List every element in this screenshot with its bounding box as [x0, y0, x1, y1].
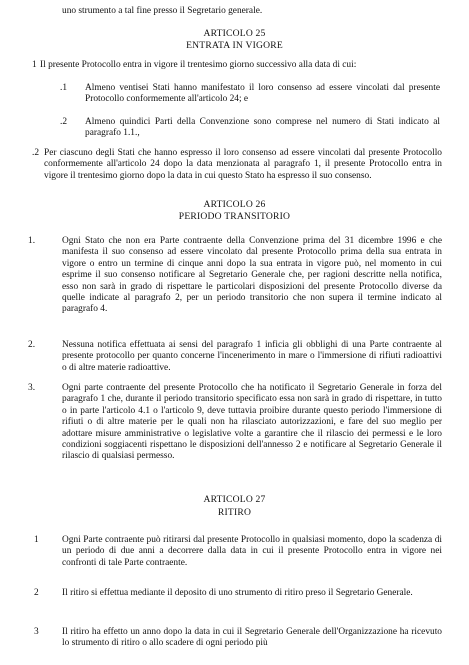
article-27-para-2-number: 2 [34, 588, 39, 598]
article-27-para-3-number: 3 [34, 627, 39, 637]
article-25-number: ARTICOLO 25 [203, 28, 266, 39]
article-27-para-1-number: 1 [34, 535, 39, 545]
article-26-number: ARTICOLO 26 [203, 199, 266, 210]
article-25-title: ENTRATA IN VIGORE [186, 40, 283, 51]
article-26-para-2-number: 2. [28, 340, 36, 350]
article-26-para-1-number: 1. [28, 236, 36, 246]
article-27-para-1: Ogni Parte contraente può ritirarsi dal presente Protocollo in qualsiasi momento, dopo la scadenza di un periodo di due anni a decorrere dalla data in cui il presente Protocollo entra in vigore nei confronti di tale Parte contraente. [62, 535, 442, 568]
article-25-item-1-number: .1 [60, 83, 68, 93]
article-26-para-3-number: 3. [28, 383, 36, 393]
article-27-para-3: Il ritiro ha effetto un anno dopo la data in cui il Segretario Generale dell'Organizzazione ha ricevuto lo strumento di ritiro o allo scadere di ogni periodo più [62, 627, 442, 649]
article-26-para-2: Nessuna notifica effettuata ai sensi del paragrafo 1 inficia gli obblighi di una Parte contraente al presente protocollo per quanto concerne l'incenerimento in mare o l'immersione di rifiuti radioattivi o di altre materie radioattive. [62, 340, 442, 373]
article-25-para-1-number: 1 [32, 60, 37, 70]
article-26-title: PERIODO TRANSITORIO [178, 211, 291, 222]
article-26-para-3: Ogni parte contraente del presente Protocollo che ha notificato il Segretario Generale in forza del paragrafo 1 che, durante il periodo transitorio specificato essa non sarà in grado di rispettare, in tutto o in parte l'articolo 4.1 o l'articolo 9, deve tuttavia proibire durante questo periodo l'immersione di rifiuti o di altre materie per le quali non ha rilasciato autorizzazioni, e fare del suo meglio per adottare misure amministrative o legislative volte a garantire che il rilascio dei permessi e le loro condizioni soggiacenti rispettano le disposizioni dell'annesso 2 e notificare al Segretario Generale il rilascio di qualsiasi permesso. [62, 383, 442, 462]
article-25-item-2-number: .2 [60, 117, 68, 127]
article-25-para-2: Per ciascuno degli Stati che hanno espresso il loro consenso ad essere vincolati dal presente Protocollo conformemente all'articolo 24 dopo la data menzionata al paragrafo 1, il presente Protocollo entra in vigore il trentesimo giorno dopo la data in cui questo Stato ha espresso il suo consenso. [44, 148, 442, 181]
article-25-para-1: Il presente Protocollo entra in vigore il trentesimo giorno successivo alla data di cui: [40, 60, 357, 70]
top-line: uno strumento a tal fine presso il Segretario generale. [62, 6, 263, 16]
article-27-para-2: Il ritiro si effettua mediante il deposito di uno strumento di ritiro preso il Segretario Generale. [62, 588, 413, 598]
article-25-item-2: Almeno quindici Parti della Convenzione sono comprese nel numero di Stati indicato al paragrafo 1.1., [85, 117, 440, 139]
article-25-para-2-number: .2 [32, 148, 40, 158]
article-27-number: ARTICOLO 27 [203, 494, 266, 505]
article-25-item-1: Almeno ventisei Stati hanno manifestato il loro consenso ad essere vincolati dal presente Protocollo conformemente all'articolo 24; e [85, 83, 440, 105]
article-26-para-1: Ogni Stato che non era Parte contraente della Convenzione prima del 31 dicembre 1996 e che manifesta il suo consenso ad essere vincolato dal presente Protocollo prima della sua entrata in vigore o entro un termine di cinque anni dopo la sua entrata in vigore può, nel momento in cui esprime il suo consenso notificare al Segretario Generale che, per ragioni descritte nella notifica, esso non sarà in grado di rispettare le particolari disposizioni del presente Protocollo diverse da quelle indicate al paragrafo 2, per un periodo transitorio che non supera il termine indicato al paragrafo 4. [62, 236, 442, 315]
article-27-title: RITIRO [217, 507, 252, 518]
